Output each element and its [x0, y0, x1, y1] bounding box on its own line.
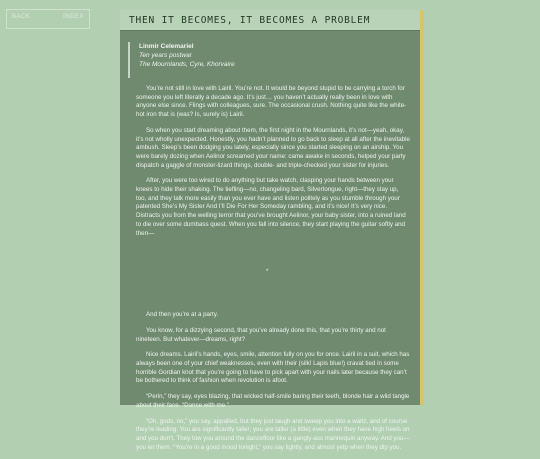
scene-break: [136, 245, 410, 311]
chapter-page: [120, 10, 420, 451]
paragraph: And then you’re at a party.: [146, 311, 219, 319]
header-quote: [128, 42, 308, 78]
time-line: Ten years postwar: [139, 52, 192, 59]
paragraph: After, you were too wired to do anything but take watch, clasping your hands between your knees to hide their shaking. The tiefling—no, changeling bard, Silvertongue, right—they stay up, too, and they talk more easily than you ever have and listen politely as you stumble through your patented She’s My Sister And I’ll Die For Her Someday rambling, and it’s nice! It’s very nice. Distracts you from the welling terror that you’ve brought Aelinor, your baby sister, into a ruined land to die over some dumbass quest. When you fall into silence, they start playing the guitar softly and then—: [136, 177, 406, 237]
paragraph: So when you start dreaming about them, the first night in the Mournlands, it’s not—yeah, okay, it’s not wholly unexpected. Honestly, you hadn’t planned to go back to sleep at all after the inevitable ambush. Sleep’s been dodging you lately, especially since you started sleeping on an airship. You were barely dozing when Aelinor screamed your name: came awake in seconds, helped your party dispatch a gaggle of monster-lizard things, double- and triple-checked your sister for injuries.: [136, 126, 410, 169]
place-line: The Mournlands, Cyre, Khorvaire: [139, 61, 235, 68]
back-link[interactable]: BACK: [12, 14, 31, 20]
paragraph: “Perin,” they say, eyes blazing, that wicked half-smile baring their teeth, blonde hair a wild tangle about their face. “Dance with me.”: [136, 393, 410, 409]
paragraph: “Oh, gods, no,” you say, appalled, but they just laugh and sweep you into a waltz, and of course they’re leading. You are significantly taller; you are taller (a little) even when they have high heels on and you don’t. They tow you around the dancefloor like a gangly-ass mannequin anyway. And you—you let them. “You’re in a good mood tonight,” you say lightly, and almost yelp when they dip you.: [136, 417, 410, 451]
nav-box: [6, 9, 90, 29]
index-link[interactable]: INDEX: [63, 14, 84, 20]
chapter-body: [136, 85, 410, 459]
paragraph: Nice dreams. Lairil’s hands, eyes, smile, attention fully on you for once. Lairil in a suit, which has always been one of your chief weaknesses, even with their (silk! Lapis blue!) cravat tied in some horrible Gordian knot that you’re going to have to pick apart with your nails later because they can’t be bothered to think of fashion when revolution is afoot.: [136, 351, 410, 385]
character-name: Linmir Celemariel: [139, 43, 194, 50]
chapter-title: THEN IT BECOMES, IT BECOMES A PROBLEM: [120, 10, 420, 31]
paragraph: You know, for a dizzying second, that you’ve already done this, that you’re thirty and not nineteen. But whatever—dreams, right?: [136, 326, 386, 343]
scene-break-mark: *: [266, 269, 269, 276]
paragraph: You’re not still in love with Lairil. You’re not. It would be beyond stupid to be carrying a torch for someone you left literally a decade ago. It’s just… you haven’t actually really been in love with anyone else since. Flings with colleagues, sure. The occasional crush. Nothing quite like the white-hot iron that is (was? Is, surely is) Lairil.: [136, 85, 407, 119]
